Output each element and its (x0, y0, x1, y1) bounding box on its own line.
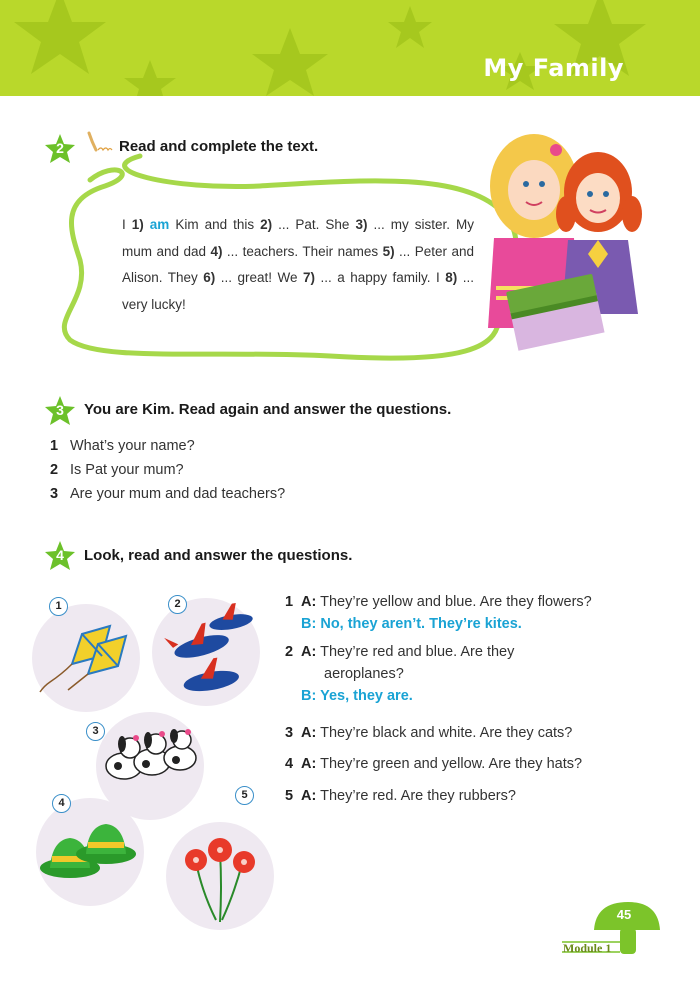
picture-4-hats (36, 798, 144, 906)
exercise-3-questions (50, 434, 285, 506)
page-header (0, 0, 700, 96)
picture-number-3: 3 (86, 722, 105, 741)
picture-1-kites (32, 604, 140, 712)
exercise-4-star-badge (44, 540, 76, 572)
qa-2-question: 2 A: They’re red and blue. Are they (285, 644, 515, 660)
qa-2-question-cont: aeroplanes? (324, 666, 404, 682)
qa-1-question: 1 A: They’re yellow and blue. Are they flowers? (285, 594, 592, 610)
picture-number-1: 1 (49, 597, 68, 616)
example-answer: am (149, 217, 170, 232)
picture-number-4: 4 (52, 794, 71, 813)
qa-4-question: 4 A: They’re green and yellow. Are they hats? (285, 756, 583, 772)
picture-5-flowers (166, 822, 274, 930)
exercise-2-number: 2 (56, 140, 64, 156)
girls-illustration (476, 128, 656, 390)
exercise-3-number: 3 (56, 402, 64, 418)
picture-number-5: 5 (235, 786, 254, 805)
page-number: 45 (616, 907, 632, 922)
qa-3-question: 3 A: They’re black and white. Are they cats? (285, 725, 573, 741)
exercise-3-star-badge (44, 395, 76, 427)
question-row: 3 Are your mum and dad teachers? (50, 486, 286, 502)
exercise-4-heading: Look, read and answer the questions. (84, 547, 353, 564)
page-title: My Family (483, 54, 624, 82)
picture-2-aeroplanes (152, 598, 260, 706)
qa-5-question: 5 A: They’re red. Are they rubbers? (285, 788, 516, 804)
qa-2-answer: B: Yes, they are. (301, 688, 413, 704)
module-label: Module 1 (563, 941, 612, 955)
exercise-2-heading: Read and complete the text. (119, 138, 319, 155)
qa-1-answer: B: No, they aren’t. They’re kites. (301, 616, 522, 632)
exercise-3-heading: You are Kim. Read again and answer the questions. (84, 401, 452, 418)
exercise-2-text: I 1) am Kim and this 2) ... Pat. She 3) ... my sister. My mum and dad 4) ... teachers. Their names 5) ... Peter and Alison. They 6) ... great! We 7) ... a happy family. I 8) ... very lucky! (122, 217, 474, 312)
exercise-4-number: 4 (56, 547, 64, 563)
question-row: 1 What’s your name? (50, 438, 195, 454)
question-row: 2 Is Pat your mum? (50, 462, 184, 478)
picture-number-2: 2 (168, 595, 187, 614)
